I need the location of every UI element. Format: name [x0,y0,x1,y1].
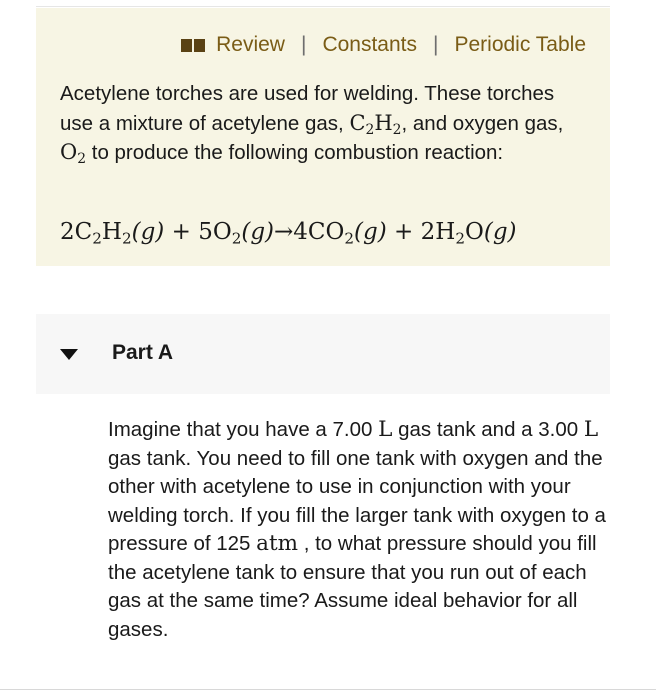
intro-text-3: to produce the following combustion reaction: [86,141,504,164]
intro-panel [36,8,610,266]
caret-down-icon [60,349,78,360]
constants-link[interactable]: Constants [322,33,417,56]
question-text: Imagine that you have a 7.00 L gas tank and a 3.00 L gas tank. You need to fill one tank with oxygen and the other with acetylene to use in conjunction with your welding torch. If you fill the larger tank with oxygen to a pressure of 125 atm , to what pressure should you fill the acetylene tank to ensure that you run out of each gas at the same time? Assume ideal behavior for all gases. [108,417,606,641]
combustion-equation: $2C_2H_2(g) + 5O_2(g)\to 4CO_2(g) + 2H_2O(g)$ [60,219,517,248]
intro-paragraph [60,80,580,168]
oxygen-formula: $O_2$ [60,140,87,167]
acetylene-formula: $C_2H_2$ [349,110,402,138]
intro-text-2: , and oxygen gas, [401,111,564,135]
part-a-title: Part A [112,341,174,364]
resource-links [36,33,586,57]
link-separator: | [300,33,307,56]
review-link[interactable]: Review [216,33,285,56]
intro-text-1: Acetylene torches are used for welding. These torches use a mixture of acetylene gas, [60,82,555,135]
unit-atm: atm [256,531,299,556]
part-a-toggle[interactable] [36,314,610,394]
periodic-table-link[interactable]: Periodic Table [454,33,586,56]
unit-liter: L [378,417,393,442]
book-icon [180,37,206,53]
link-separator: | [433,33,439,56]
top-divider [36,6,610,7]
unit-liter: L [583,417,599,442]
bottom-divider [0,689,656,690]
